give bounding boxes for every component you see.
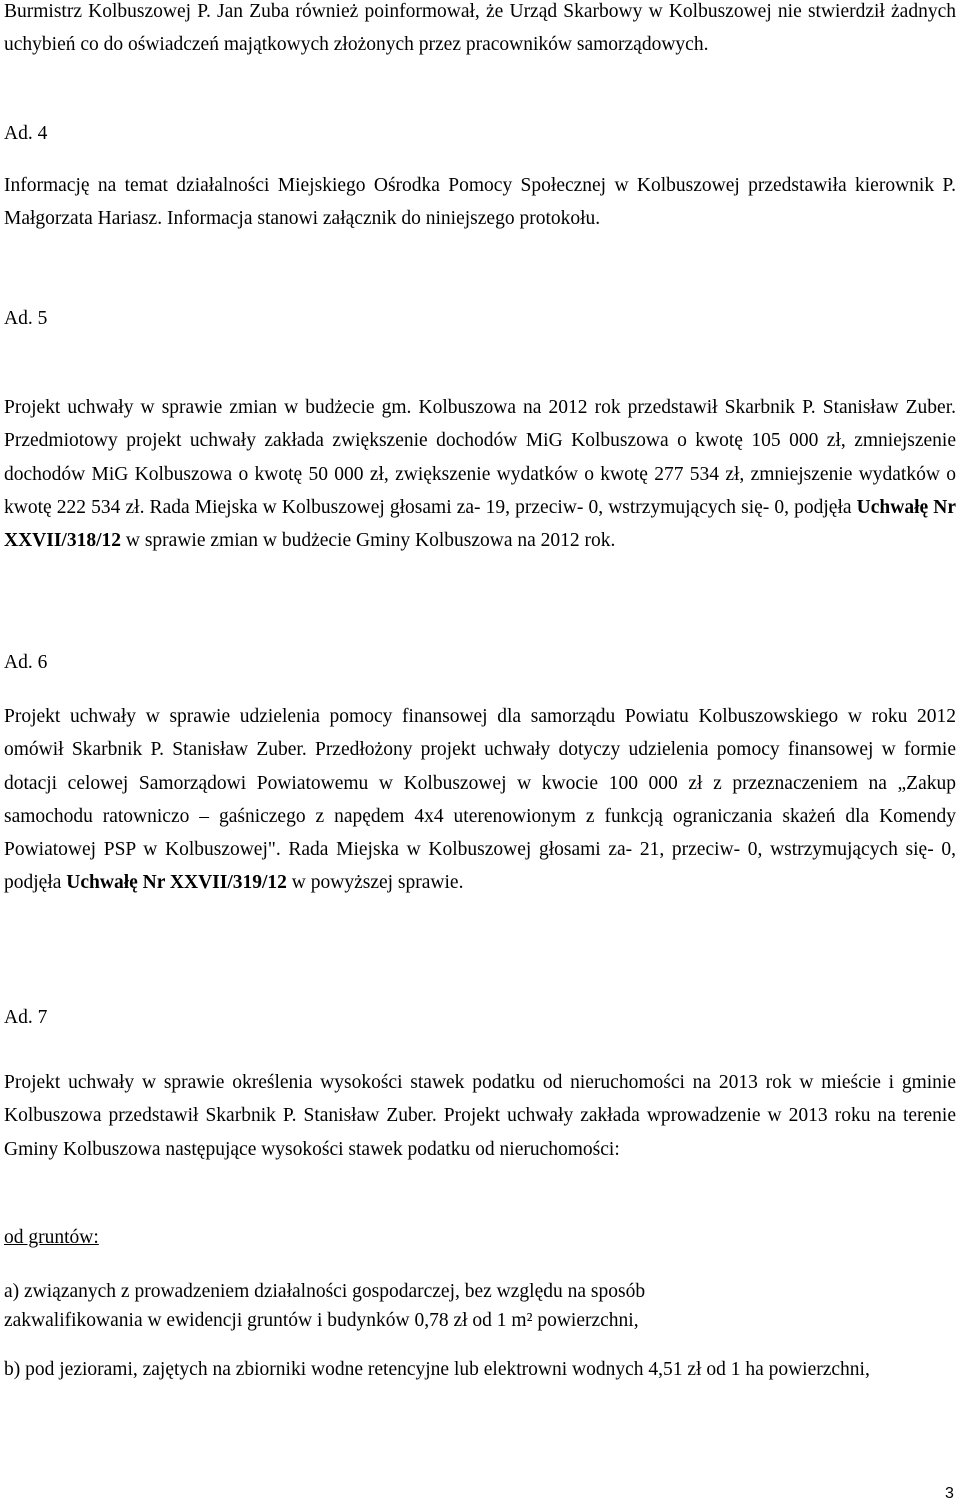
ad4-heading: Ad. 4 [4, 123, 48, 144]
page-number: 3 [945, 1485, 954, 1502]
intro-paragraph: Burmistrz Kolbuszowej P. Jan Zuba również poinformował, że Urząd Skarbowy w Kolbuszowej nie stwierdził żadnych uchybień co do oświadczeń majątkowych złożonych przez pracowników samorządowych. [4, 1, 956, 56]
item-b: b) pod jeziorami, zajętych na zbiorniki wodne retencyjne lub elektrowni wodnych 4,51 zł od 1 ha powierzchni, [4, 1359, 870, 1380]
ad5-resolution: Uchwałę Nr XXVII/318/12 [4, 496, 956, 552]
ad7-text: Projekt uchwały w sprawie określenia wysokości stawek podatku od nieruchomości na 2013 rok w mieście i gminie Kolbuszowa przedstawił Skarbnik P. Stanisław Zuber. Projekt uchwały zakłada wprowadzenie w 2013 roku na terenie Gminy Kolbuszowa następujące wysokości stawek podatku od nieruchomości: [4, 1072, 956, 1160]
item-a-line-1: a) związanych z prowadzeniem działalności gospodarczej, bez względu na sposób [4, 1281, 646, 1302]
ad4-text: Informację na temat działalności Miejskiego Ośrodka Pomocy Społecznej w Kolbuszowej przedstawiła kierownik P. Małgorzata Hariasz. Informacja stanowi załącznik do niniejszego protokołu. [4, 175, 956, 230]
grounts-heading: od gruntów: [4, 1227, 99, 1248]
document-page [4, 0, 956, 1509]
item-a-line-2: zakwalifikowania w ewidencji gruntów i budynków 0,78 zł od 1 m² powierzchni, [4, 1310, 639, 1331]
ad5-text-after: w sprawie zmian w budżecie Gminy Kolbuszowa na 2012 rok. [125, 530, 616, 552]
ad5-text [4, 391, 956, 557]
ad7-heading: Ad. 7 [4, 1007, 48, 1028]
ad6-text-before: Projekt uchwały w sprawie udzielenia pomocy finansowej dla samorządu Powiatu Kolbuszowskiego w roku 2012 omówił Skarbnik P. Stanisław Zuber. Przedłożony projekt uchwały dotyczy udzielenia pomocy finansowej w formie dotacji celowej Samorządowi Powiatowemu w Kolbuszowej w kwocie 100 000 zł z przeznaczeniem na „Zakup samochodu ratowniczo – gaśniczego z napędem 4x4 uterenowionym z funkcją ograniczania skażeń dla Komendy Powiatowej PSP w Kolbuszowej". Rada Miejska w Kolbuszowej głosami za- 21, przeciw- 0, wstrzymujących się- 0, podjęła [4, 706, 956, 894]
ad6-heading: Ad. 6 [4, 652, 48, 673]
ad5-heading: Ad. 5 [4, 308, 48, 329]
ad6-text-after: w powyższej sprawie. [291, 872, 464, 894]
ad5-text-before: Projekt uchwały w sprawie zmian w budżecie gm. Kolbuszowa na 2012 rok przedstawił Skarbnik P. Stanisław Zuber. Przedmiotowy projekt uchwały zakłada zwiększenie dochodów MiG Kolbuszowa o kwotę 105 000 zł, zmniejszenie dochodów MiG Kolbuszowa o kwotę 50 000 zł, zwiększenie wydatków o kwotę 277 534 zł, zmniejszenie wydatków o kwotę 222 534 zł. Rada Miejska w Kolbuszowej głosami za- 19, przeciw- 0, wstrzymujących się- 0, podjęła [4, 397, 956, 518]
ad6-resolution: Uchwałę Nr XXVII/319/12 [66, 872, 287, 894]
ad6-text [4, 700, 956, 900]
